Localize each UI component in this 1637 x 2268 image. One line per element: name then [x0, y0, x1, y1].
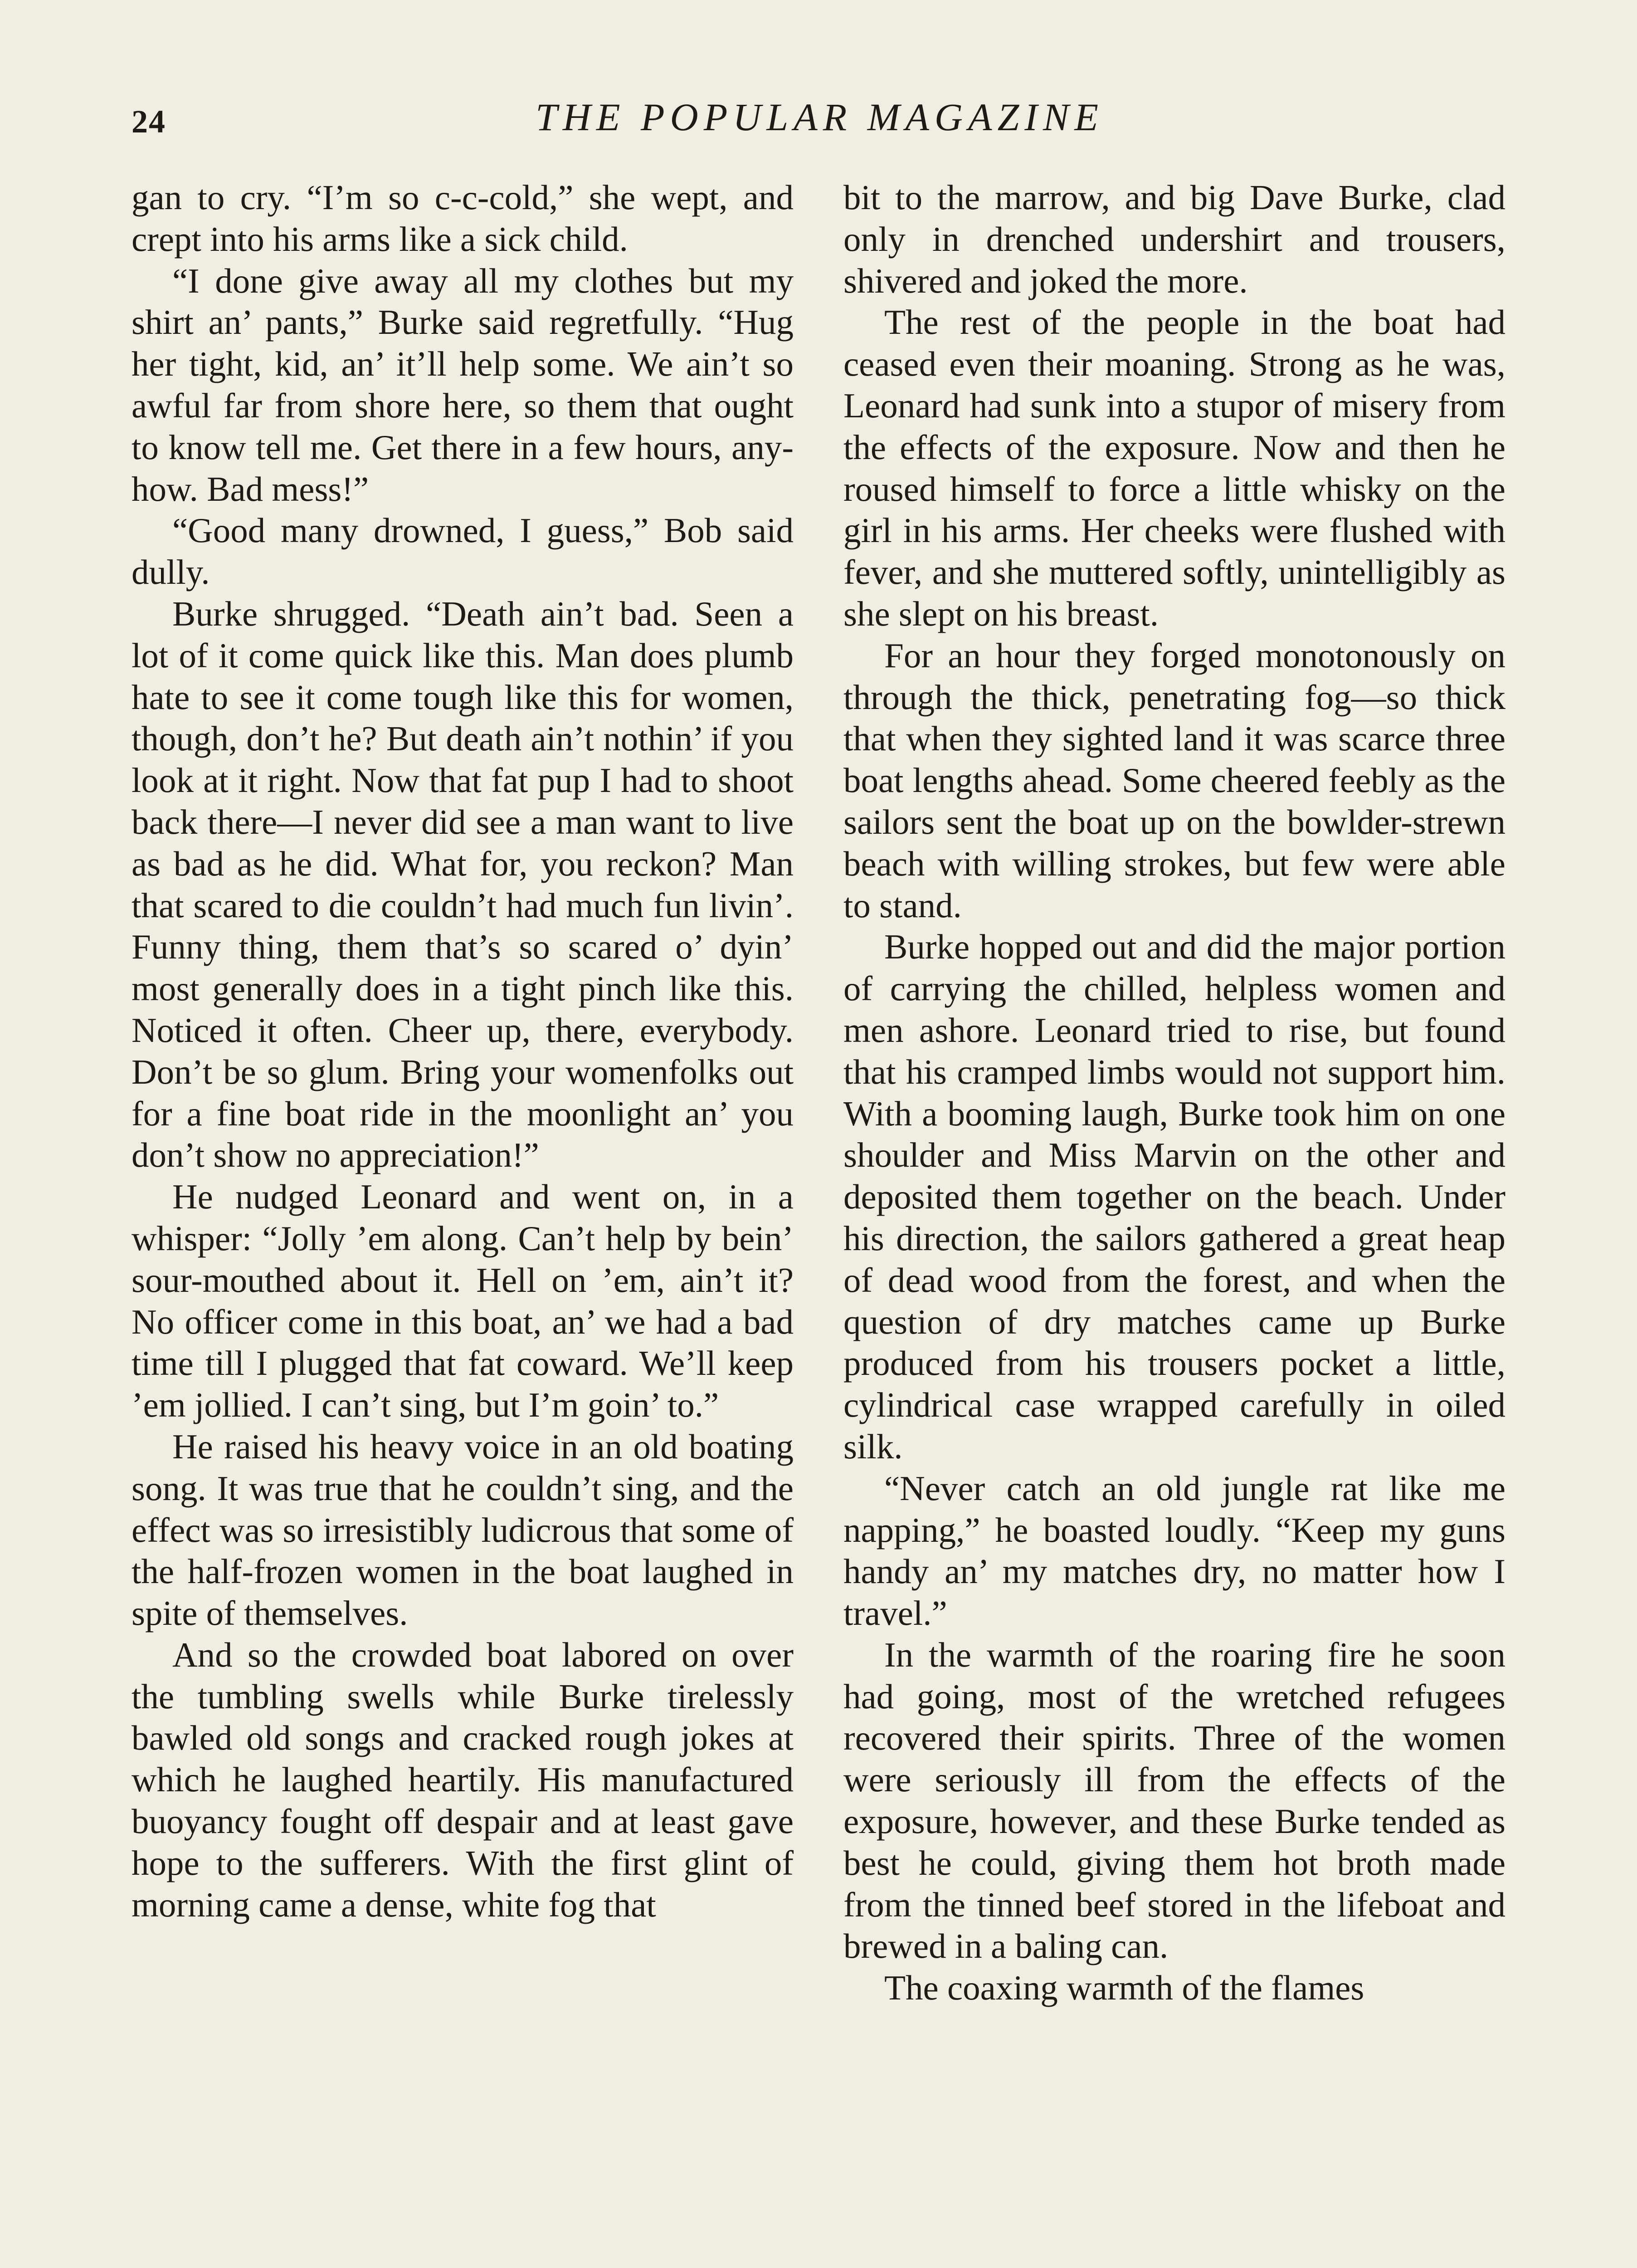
paragraph: He nudged Leonard and went on, in a whisper: “Jolly ’em along. Can’t help by bein’ sour-mouthed about it. Hell on ’em, ain’t it? No officer come in this boat, an’ we had a bad time till I plugged that fat coward. We’ll keep ’em jollied. I can’t sing, but I’m goin’ to.” [132, 1177, 794, 1425]
paragraph: The rest of the people in the boat had ceased even their moaning. Strong as he was, Leonard had sunk into a stupor of misery from the effects of the exposure. Now and then he roused himself to force a little whisky on the girl in his arms. Her cheeks were flushed with fever, and she muttered softly, unintelligibly as she slept on his breast. [843, 303, 1505, 633]
paragraph: bit to the marrow, and big Dave Burke, clad only in drenched undershirt and trousers, shivered and joked the more. [843, 178, 1505, 300]
paragraph: He raised his heavy voice in an old boating song. It was true that he couldn’t sing, and the effect was so irresistibly ludicrous that some of the half-frozen women in the boat laughed in spite of themselves. [132, 1427, 794, 1633]
right-column [843, 177, 1505, 2009]
paragraph: “Good many drowned, I guess,” Bob said dully. [132, 511, 794, 592]
paragraph: Burke shrugged. “Death ain’t bad. Seen a lot of it come quick like this. Man does plumb hate to see it come tough like this for women, though, don’t he? But death ain’t nothin’ if you look at it right. Now that fat pup I had to shoot back there—I never did see a man want to live as bad as he did. What for, you reckon? Man that scared to die couldn’t had much fun livin’. Funny thing, them that’s so scared o’ dyin’ most generally does in a tight pinch like this. Noticed it often. Cheer up, there, everybody. Don’t be so glum. Bring your womenfolks out for a fine boat ride in the moonlight an’ you don’t show no appreciation!” [132, 594, 794, 1175]
paragraph: In the warmth of the roaring fire he soon had going, most of the wretched refugees recovered their spirits. Three of the women were seriously ill from the effects of the exposure, however, and these Burke tended as best he could, giving them hot broth made from the tinned beef stored in the lifeboat and brewed in a baling can. [843, 1635, 1505, 1966]
paragraph: gan to cry. “I’m so c-c-cold,” she wept, and crept into his arms like a sick child. [132, 178, 794, 259]
paragraph: “I done give away all my clothes but my shirt an’ pants,” Burke said regretfully. “Hug her tight, kid, an’ it’ll help some. We ain’t so awful far from shore here, so them that ought to know tell me. Get there in a few hours, anyhow. Bad mess!” [132, 261, 794, 508]
left-column [132, 177, 794, 1926]
paragraph: “Never catch an old jungle rat like me napping,” he boasted loudly. “Keep my guns handy an’ my matches dry, no matter how I travel.” [843, 1468, 1505, 1633]
paragraph: For an hour they forged monotonously on through the thick, penetrating fog—so thick that when they sighted land it was scarce three boat lengths ahead. Some cheered feebly as the sailors sent the boat up on the bowlder-strewn beach with willing strokes, but few were able to stand. [843, 635, 1505, 925]
paragraph: Burke hopped out and did the major portion of carrying the chilled, helpless women and men ashore. Leonard tried to rise, but found that his cramped limbs would not support him. With a booming laugh, Burke took him on one shoulder and Miss Marvin on the other and deposited them together on the beach. Under his direction, the sailors gathered a great heap of dead wood from the forest, and when the question of dry matches came up Burke produced from his trousers pocket a little, cylindrical case wrapped carefully in oiled silk. [843, 927, 1505, 1466]
page-number: 24 [132, 103, 166, 140]
running-head: THE POPULAR MAGAZINE [536, 95, 1104, 139]
paragraph: And so the crowded boat labored on over the tumbling swells while Burke tirelessly bawled old songs and cracked rough jokes at which he laughed heartily. His manufactured buoyancy fought off despair and at least gave hope to the sufferers. With the first glint of morning came a dense, white fog that [132, 1635, 794, 1924]
paragraph: The coaxing warmth of the flames [884, 1968, 1364, 2008]
page-header [132, 95, 1508, 152]
